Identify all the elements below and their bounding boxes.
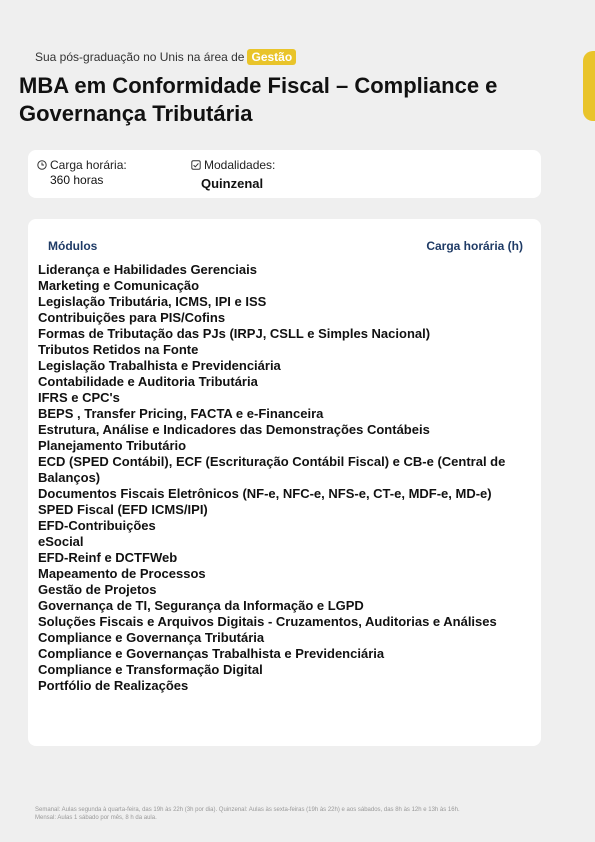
intro-line	[35, 49, 296, 65]
module-item: IFRS e CPC's	[38, 390, 120, 405]
modality-label-row	[191, 158, 275, 172]
module-item: Legislação Tributária, ICMS, IPI e ISS	[38, 294, 267, 309]
hours-label: Carga horária:	[50, 158, 127, 172]
hours-label-row	[37, 158, 127, 172]
module-item: Compliance e Transformação Digital	[38, 662, 263, 677]
module-item: Compliance e Governança Tributária	[38, 630, 265, 645]
modules-card	[28, 219, 541, 746]
modality-label: Modalidades:	[204, 158, 276, 172]
module-item: Tributos Retidos na Fonte	[38, 342, 199, 357]
module-item: Governança de TI, Segurança da Informação e LGPD	[38, 598, 364, 613]
modules-header: Módulos	[48, 239, 98, 253]
module-item: SPED Fiscal (EFD ICMS/IPI)	[38, 502, 208, 517]
module-item: Gestão de Projetos	[38, 582, 157, 597]
hours-column-header: Carga horária (h)	[426, 239, 523, 253]
side-tab-decoration	[583, 51, 595, 121]
module-item: Contribuições para PIS/Cofins	[38, 310, 226, 325]
module-item: ECD (SPED Contábil), ECF (Escrituração Contábil Fiscal) e CB-e (Central de Balanços)	[38, 454, 506, 485]
checkbox-icon	[191, 160, 201, 170]
intro-text: Sua pós-graduação no Unis na área de	[35, 50, 245, 64]
module-item: Formas de Tributação das PJs (IRPJ, CSLL e Simples Nacional)	[38, 326, 431, 341]
module-item: BEPS , Transfer Pricing, FACTA e e-Financeira	[38, 406, 324, 421]
footer-line-2: Mensal: Aulas 1 sábado por mês, 8 h da aula.	[35, 815, 157, 821]
module-item: Compliance e Governanças Trabalhista e Previdenciária	[38, 646, 385, 661]
module-item: Mapeamento de Processos	[38, 566, 206, 581]
page-title: MBA em Conformidade Fiscal – Compliance e Governança Tributária	[19, 73, 498, 126]
module-item: eSocial	[38, 534, 84, 549]
module-item: Contabilidade e Auditoria Tributária	[38, 374, 258, 389]
area-badge: Gestão	[247, 49, 296, 65]
module-item: Planejamento Tributário	[38, 438, 187, 453]
module-item: Legislação Trabalhista e Previdenciária	[38, 358, 281, 373]
module-item: Marketing e Comunicação	[38, 278, 200, 293]
footer-line-1: Semanal: Aulas segunda à quarta-feira, das 19h às 22h (3h por dia). Quinzenal: Aulas às sexta-feiras (19h às 22h) e aos sábados, das 8h às 12h e 13h às 16h.	[35, 807, 460, 813]
hours-value: 360 horas	[50, 173, 104, 187]
footer-note	[35, 806, 565, 822]
hours-block	[37, 158, 127, 187]
module-item: Soluções Fiscais e Arquivos Digitais - Cruzamentos, Auditorias e Análises	[38, 614, 497, 629]
module-item: Portfólio de Realizações	[38, 678, 189, 693]
modality-block	[191, 158, 275, 191]
course-info-card	[28, 150, 541, 198]
module-item: Documentos Fiscais Eletrônicos (NF-e, NFC-e, NFS-e, CT-e, MDF-e, MD-e)	[38, 486, 492, 501]
module-item: Liderança e Habilidades Gerenciais	[38, 262, 257, 277]
clock-icon	[37, 160, 47, 170]
module-item: Estrutura, Análise e Indicadores das Demonstrações Contábeis	[38, 422, 430, 437]
modality-value: Quinzenal	[201, 176, 264, 191]
module-item: EFD-Contribuições	[38, 518, 156, 533]
module-list	[38, 262, 528, 694]
module-item: EFD-Reinf e DCTFWeb	[38, 550, 178, 565]
